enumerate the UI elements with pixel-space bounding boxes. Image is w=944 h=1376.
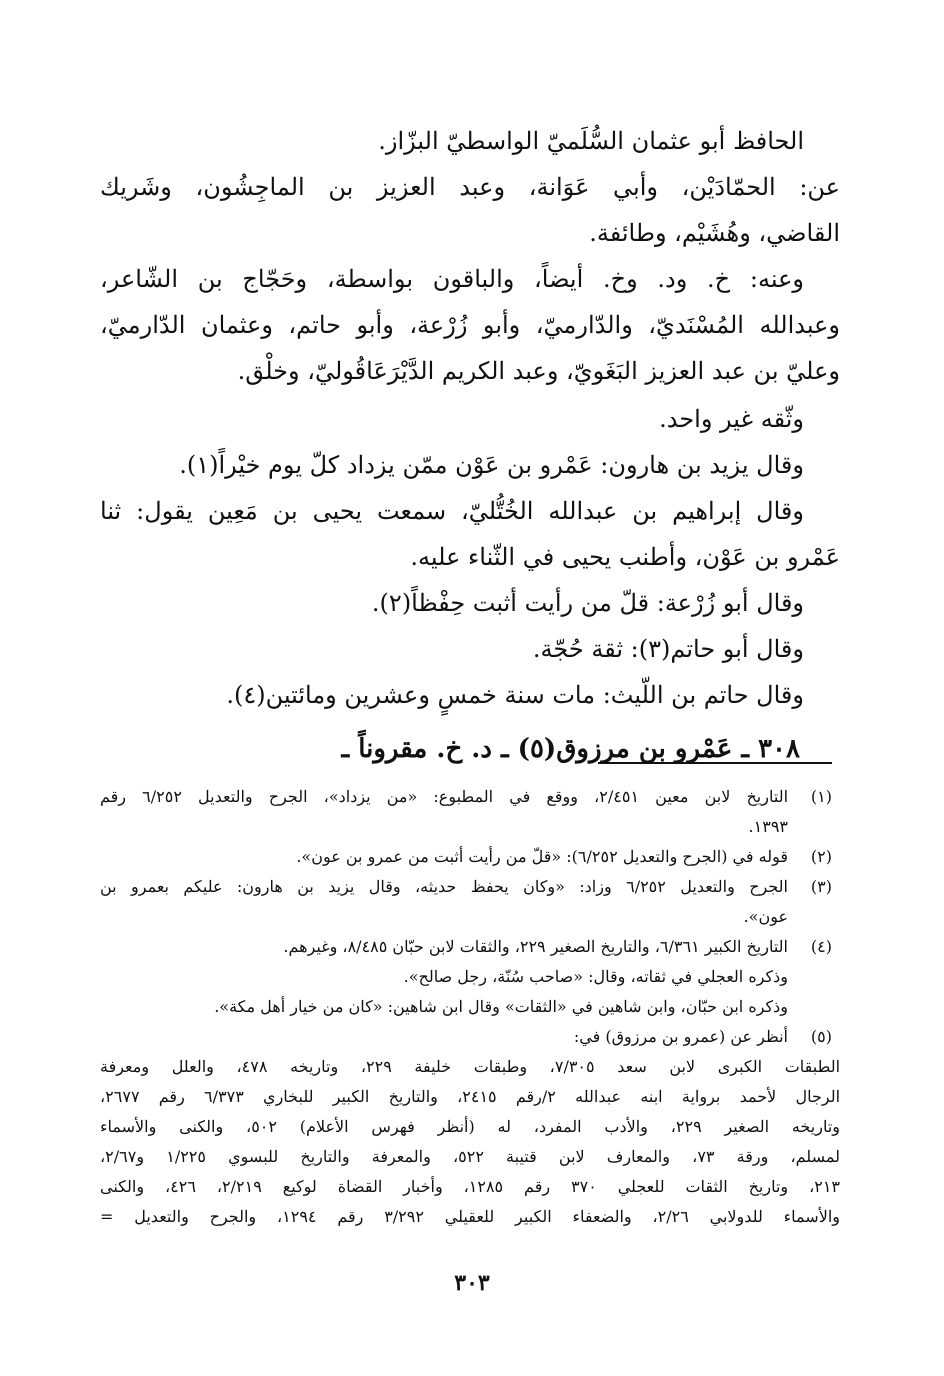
footnote-2 [100, 842, 840, 872]
footnote-line: وذكره ابن حبّان، وابن شاهين في «الثقات» وقال ابن شاهين: «كان من خيار أهل مكة». [214, 997, 788, 1016]
entry-heading: ٣٠٨ ـ عَمْرو بن مرزوق(٥) ـ د. خ. مقروناً ـ [341, 734, 800, 764]
footnote-line: ٢١٣، وتاريخ الثقات للعجلي ٣٧٠ رقم ١٢٨٥، وأخبار القضاة لوكيع ٢/٢١٩، ٤٢٦، والكنى [100, 1177, 840, 1196]
text-line: القاضي، وهُشَيْم، وطائفة. [589, 219, 840, 247]
footnote-line: والأسماء للدولابي ٢/٢٦، والضعفاء الكبير للعقيلي ٣/٢٩٢ رقم ١٢٩٤، والجرح والتعديل = [100, 1207, 840, 1226]
footnote-line: التاريخ لابن معين ٢/٤٥١، ووقع في المطبوع: «من يزداد»، الجرح والتعديل ٦/٢٥٢ رقم [100, 787, 788, 806]
footnote-number: (٤) [810, 937, 832, 956]
footnote-line: الطبقات الكبرى لابن سعد ٧/٣٠٥، وطبقات خليفة ٢٢٩، وتاريخه ٤٧٨، والعلل ومعرفة [100, 1057, 840, 1076]
text-line: وقال أبو زُرْعة: قلّ من رأيت أثبت حِفْظاً(٢). [371, 589, 804, 617]
footnote-line: قوله في (الجرح والتعديل ٦/٢٥٢): «قلّ من رأيت أثبت من عمرو بن عون». [296, 847, 788, 866]
text-line: وقال حاتم بن اللّيث: مات سنة خمسٍ وعشرين ومائتين(٤). [226, 681, 804, 709]
footnote-number: (٣) [810, 877, 832, 896]
footnote-number: (١) [810, 787, 832, 806]
footnotes [100, 782, 840, 1232]
text-line: وقال يزيد بن هارون: عَمْرو بن عَوْن ممّن يزداد كلّ يوم خيْراً(١). [179, 451, 804, 479]
footnote-3 [100, 872, 840, 932]
text-line: عَمْرو بن عَوْن، وأطنب يحيى في الثّناء عليه. [410, 543, 840, 571]
text-line: وقال أبو حاتم(٣): ثقة حُجّة. [532, 635, 804, 663]
footnote-5 [100, 1022, 840, 1232]
main-text [100, 118, 840, 772]
text-line: الحافظ أبو عثمان السُّلَميّ الواسطيّ البزّاز. [378, 127, 804, 155]
footnote-line: عون». [743, 907, 788, 926]
text-line: وثّقه غير واحد. [659, 405, 804, 433]
footnote-line: التاريخ الكبير ٦/٣٦١، والتاريخ الصغير ٢٢٩، والثقات لابن حبّان ٨/٤٨٥، وغيرهم. [283, 937, 788, 956]
footnote-number: (٢) [810, 847, 832, 866]
text-line: وقال إبراهيم بن عبدالله الخُتُّليّ، سمعت يحيى بن مَعِين يقول: ثنا [100, 497, 804, 525]
footnote-line: وتاريخه الصغير ٢٢٩، والأدب المفرد، له (أنظر فهرس الأعلام) ٥٠٢، والكنى والأسماء [100, 1117, 840, 1136]
page-number: ٣٠٣ [454, 1270, 490, 1296]
footnote-line: الجرح والتعديل ٦/٢٥٢ وزاد: «وكان يحفظ حديثه، وقال يزيد بن هارون: عليكم بعمرو بن [100, 877, 788, 896]
footnote-number: (٥) [810, 1027, 832, 1046]
footnote-4 [100, 932, 840, 1022]
footnote-line: ١٣٩٣. [748, 817, 788, 836]
footnote-separator [598, 762, 832, 764]
text-line: عن: الحمّادَيْن، وأبي عَوَانة، وعبد العزيز بن الماجِشُون، وشَريك [100, 173, 840, 201]
footnote-line: الرجال لأحمد برواية ابنه عبدالله ٢/رقم ٢٤١٥، والتاريخ الكبير للبخاري ٦/٣٧٣ رقم ٢٦٧٧، [100, 1087, 840, 1106]
text-line: وعبدالله المُسْنَديّ، والدّارميّ، وأبو زُرْعة، وأبو حاتم، وعثمان الدّارميّ، [100, 311, 840, 339]
footnote-1 [100, 782, 840, 842]
footnote-line: لمسلم، ورقة ٧٣، والمعارف لابن قتيبة ٥٢٢، والمعرفة والتاريخ للبسوي ١/٢٢٥ و٢/٦٧، [100, 1147, 840, 1166]
text-line: وعليّ بن عبد العزيز البَغَويّ، وعبد الكريم الدَّيْرَعَاقُوليّ، وخلْق. [237, 357, 840, 385]
text-line: وعنه: خ. ود. وخ. أيضاً، والباقون بواسطة، وحَجّاج بن الشّاعر، [100, 265, 804, 293]
footnote-line: أنظر عن (عمرو بن مرزوق) في: [573, 1027, 788, 1046]
footnote-line: وذكره العجلي في ثقاته، وقال: «صاحب سُنّة، رجل صالح». [403, 967, 788, 986]
